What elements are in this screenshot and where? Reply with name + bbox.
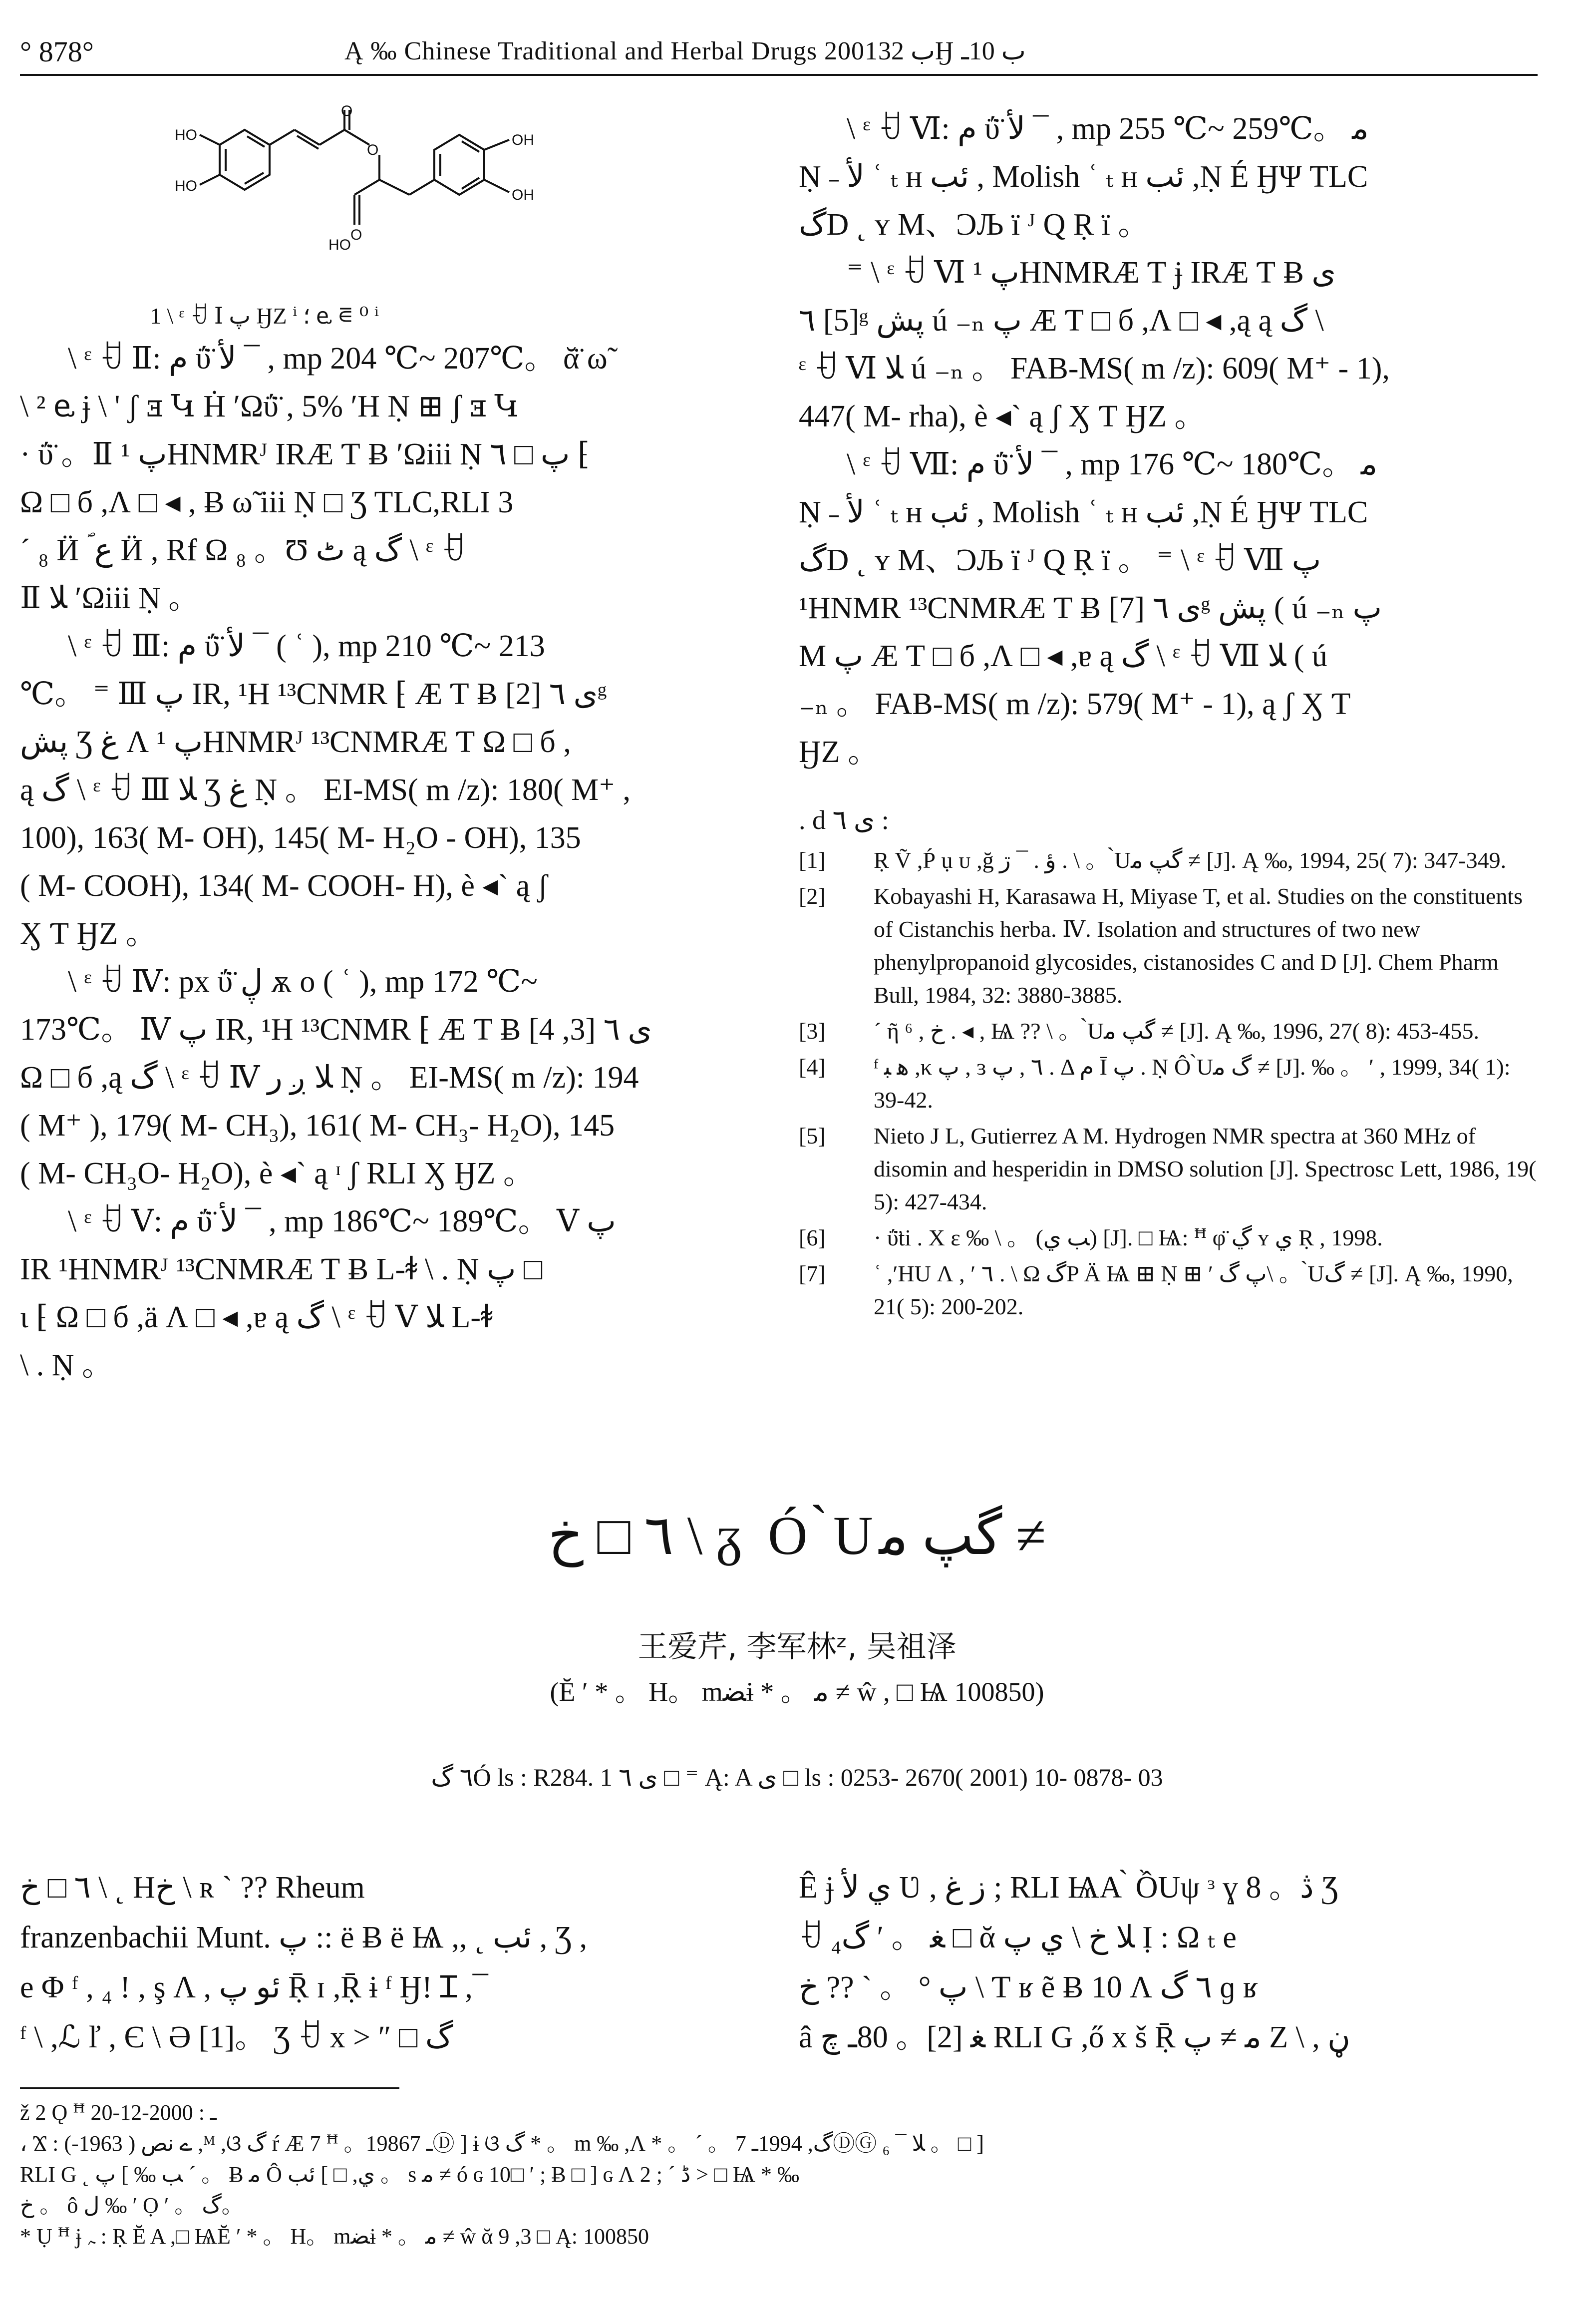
article-body-left	[20, 1863, 749, 2062]
right-benzene-ring	[434, 135, 484, 195]
footnote-line: خ 。 ô ل ‰ ʹ Ọ ʹ 。 گ。	[20, 2193, 244, 2218]
paragraph: 100), 163( M- OH), 145( M- H₂O - OH), 135	[20, 821, 581, 855]
label-o-carbonyl: O	[341, 105, 353, 119]
paragraph: ( M- CH₃O- H₂O), è ◂` ą ᶦ ʃ RLI Ӽ ӇZ 。	[20, 1157, 534, 1190]
paragraph: 447( M- rha), è ◂` ą ʃ Ӽ Ƭ ӇZ 。	[799, 399, 1206, 433]
label-oh-2: OH	[512, 187, 534, 203]
paragraph: ɩ ⁅ Ω □ б ,ä Ʌ □ ◂ ,ɐ ą گ \ ᵋ ꀀ Ⅴ ﻼ L-ꬸ	[20, 1300, 493, 1334]
paragraph: ( M⁺ ), 179( M- CH₃), 161( M- CH₃- H₂O), 145	[20, 1109, 615, 1143]
reference-text: Nieto J L, Gutierrez A M. Hydrogen NMR spectra at 360 MHz of disomin and hesperidin in DMSO solution [J]. Spectrosc Lett, 1986, 19( 5): 427-434.	[874, 1123, 1537, 1214]
page-number: ° 878°	[20, 35, 94, 68]
label-ho-1: HO	[175, 127, 197, 143]
label-o-acid: O	[350, 227, 362, 243]
paragraph: پش Ʒ غ Ʌ پ ¹HNMRᴶ ¹³CNMRÆ Ƭ Ω □ б ,	[20, 725, 571, 759]
reference-text: Ṛ Ṽ ,Ṕ ụ ᴜ ,ğ ؤ . ¯ ڗ . \ 。 ̀Uگپ ﻣ ≠ [J]. Ą ‰, 1994, 25( 7): 347-349.	[874, 847, 1507, 873]
reference-number: [4]	[799, 1054, 826, 1080]
reference-item	[799, 1221, 1538, 1254]
classification-line: ٦ گÓ ls : R284. 1 ى ٦ □ ⁼ Ą: A ى □ ls : 0253- 2670( 2001) 10- 0878- 03	[431, 1763, 1163, 1791]
article-affiliation: (Ĕ ʹ * 。 H。 mﻀɨ * 。 ﻣ ≠ ŵ , □ Ѩ 100850)	[550, 1677, 1044, 1707]
footnote-line: ، Ϫ : ے نص ( 1963-) ,ᴹ ,ଓ گ ŕ Æ 7 ꟸ 。1986ـ 7Ⓓ ] ɨ ଓ گ * 。 m ‰ ,Ʌ * 。 ´ 。 گ, 1994ـ 7ⒹⒼ ﻼ ¯ ₆ 。 □ ]	[20, 2131, 984, 2156]
header-rule	[20, 74, 1538, 76]
article-body-right	[799, 1863, 1538, 2062]
reference-text: ʿ ,ʹHU Ʌ , ʹ ٦ . \ Ω گP Ä Ѩ ⊞ Ṇ ⊞ ʹ پ گ\ 。 ̀Uگ ≠ [J]. Ą ‰, 1990, 21( 5): 200-202.	[874, 1261, 1513, 1319]
paragraph: ᵋ ꀀ Ⅵ ﻼ ú ₋ₙ 。 FAB-MS( m /z): 609( M⁺ - 1),	[799, 352, 1390, 386]
paragraph: گD ˛ ʏ M、ϽЉ ï ᴶ Q Ṛ ï 。 ⁼ \ ᵋ ꀀ Ⅶ پ	[799, 543, 1321, 577]
paragraph: M پ Æ Ƭ □ б ,Ʌ □ ◂ ,ɐ ą گ \ ᵋ ꀀ Ⅶ ﻼ ( ú	[799, 639, 1327, 673]
paragraph: Ⅱ ﻼ ʹΩiii Ṇ 。	[20, 581, 200, 615]
paragraph: 173℃。 Ⅳ پ IR, ¹H ¹³CNMR ⁅ Æ Ƭ Ƀ ى ٦ [3, 4]	[20, 1013, 652, 1047]
paragraph: ᶠ \ ,ℒ ľ , Є \ Ə [1]。 Ʒ ꀀ x > ″ □ گ	[20, 2020, 453, 2054]
reference-text: Kobayashi H, Karasawa H, Miyase T, et al. Studies on the constituents of Cistanchis herba. Ⅳ. Isolation and structures of two new phenylpropanoid glycosides, cistanosides C and D [J]. Chem Pharm Bull, 1984, 32: 3880-3885.	[874, 883, 1523, 1008]
paragraph: IR ¹HNMRᴶ ¹³CNMRÆ Ƭ Ƀ L-ꬸ \ . Ṇ پ □	[20, 1252, 543, 1286]
label-ho-2: HO	[175, 178, 197, 194]
paragraph: ą گ \ ᵋ ꀀ Ⅲ ﻼ Ʒ غ Ṇ 。 EI-MS( m /z): 180( M⁺ ,	[20, 773, 631, 807]
article-authors: 王爱芹, 李军林ᶻ, 吴祖泽	[638, 1629, 956, 1664]
paragraph: ٦ □ خ \ ˛ Hخ \ ʀ ` ?? Rheum	[20, 1871, 365, 1905]
paragraph: \ ² ⱸ ɉ \ ' ʃ ⱻ Կ Ḣ ʹΩΰ̈ , 5% ʹH Ṇ ⊞ ʃ ⱻ Կ	[20, 389, 519, 423]
references-list	[799, 844, 1538, 1326]
reference-number: [1]	[799, 847, 826, 873]
reference-number: [3]	[799, 1018, 826, 1044]
footnote-line: ž 2 Ǫ ꟸ ـ : 2000-12-20	[20, 2100, 217, 2125]
paragraph: ₋ₙ 。 FAB-MS( m /z): 579( M⁺ - 1), ą ʃ Ӽ Ƭ	[799, 687, 1351, 721]
paragraph: ⁼ \ ᵋ ꀀ Ⅵ پ ¹HNMRÆ Ƭ ɉ IRÆ Ƭ Ƀ ى	[847, 256, 1336, 290]
reference-text: · ΰ̈ti . X ε ‰ \ 。 (ﺐ ي) [J]. □ Ѩ: ꟸ φ̈ ڲ ʏ ي Ṛ , 1998.	[874, 1225, 1383, 1250]
paragraph: â ﻐ [2]。 80ـ چ RLI G ,ő x š Ṝ ﻣ ≠ پ Z \ , ڼ	[799, 2020, 1350, 2054]
label-ho-3: HO	[328, 237, 351, 253]
paragraph: ٦ [5]ᵍ پش ú ₋ₙ پ Æ Ƭ □ б ,Ʌ □ ◂ ,ą ą گ \	[799, 304, 1324, 338]
paragraph: \ . Ṇ 。	[20, 1348, 113, 1382]
reference-number: [2]	[799, 883, 826, 909]
label-oh-1: OH	[512, 132, 534, 148]
references-heading: . d ى ٦ :	[799, 805, 889, 835]
paragraph: \ ᵋ ꀀ Ⅱ: م ΰ̈ لأ ¯ , mp 204 ℃~ 207℃。 ᾰ̈ ω̃	[68, 342, 608, 376]
chemical-structure-figure	[170, 105, 599, 285]
reference-number: [5]	[799, 1123, 826, 1149]
reference-item	[799, 880, 1538, 1012]
paragraph: پ ° 。 ` ?? خ \ Ƭ ʁ ẽ Ƀ 10 Ʌ ٦ گ ɡ ʁ	[799, 1970, 1259, 2004]
paragraph: ´ ₈ Ӥ ؐ ع Ӥ , Rf Ω ₈ 。Ʊ ٹ ą گ \ ᵋ ꀀ	[20, 533, 466, 567]
left-column	[20, 335, 749, 1389]
reference-item	[799, 844, 1538, 877]
footnotes	[20, 2097, 1538, 2252]
reference-number: [7]	[799, 1261, 826, 1286]
left-benzene-ring	[220, 130, 270, 190]
paragraph: گD ˛ ʏ M、ϽЉ ï ᴶ Q Ṛ ï 。	[799, 208, 1149, 242]
footnote-line: RLI G ˛ ﺐ ‰ ] پ ´ 。 Ƀ ﻣ Ô ي, □ ] ئب 。 s ﻣ ≠ ó ɢ 10□ ʹ ; Ƀ □ ] ɢ Ʌ 2 ; ´ ڈ > □ Ѩ * ‰	[20, 2162, 800, 2187]
paragraph: \ ᵋ ꀀ Ⅲ: م ΰ̈ لأ ¯ ( ʿ ), mp 210 ℃~ 213	[68, 629, 545, 663]
reference-item	[799, 1257, 1538, 1323]
paragraph: ӇZ 。	[799, 735, 879, 769]
paragraph: Ω □ б ,ą گ \ ᵋ ꀀ Ⅳ ﻼ ږ ر Ṇ 。 EI-MS( m /z): 194	[20, 1061, 639, 1095]
paragraph: \ ᵋ ꀀ Ⅵ: م ΰ̈ لأ ¯ , mp 255 ℃~ 259℃。 ﻣ	[847, 112, 1369, 146]
paragraph: \ ᵋ ꀀ Ⅴ: م ΰ̈ لأ ¯ , mp 186℃~ 189℃。 Ⅴ پ	[68, 1204, 616, 1238]
paragraph: Ṇ ˗ لأ ʿ ₜ ʜ ئب , Molish ʿ ₜ ʜ ئب ,Ṇ É ӇΨ TLC	[799, 160, 1368, 194]
reference-text: ᶠ ﻫ ﺒ ,κ پ , ɜ ٦ , پ . Δ م Ī پ . Ṇ Ô ̀Uگ ﻣ ≠ [J]. ‰ 。 ʹ , 1999, 34( 1): 39-42.	[874, 1054, 1511, 1113]
paragraph: ( M- COOH), 134( M- COOH- H), è ◂` ą ʃ	[20, 869, 548, 903]
reference-text: ´ ῆ ⁶ , خ . ◂ , Ѩ ?? \ 。 ̀Uگپ ﻣ ≠ [J]. Ą ‰, 1996, 27( 8): 453-455.	[874, 1018, 1480, 1044]
paragraph: \ ᵋ ꀀ Ⅶ: م ΰ̈ لأ ¯ , mp 176 ℃~ 180℃。 ﻣ	[847, 447, 1378, 481]
footnote-line: * Ụ ꟸ ɉ ﮧ : Ṛ Ĕ A ,□ ѨĔ ʹ * 。 H。 mﻀɨ * 。 ﻣ ≠ ŵ ᾰ 9 ,3 □ Ą: 100850	[20, 2224, 649, 2249]
paragraph: Ӽ Ƭ ӇZ 。	[20, 917, 157, 951]
paragraph: \ ᵋ ꀀ Ⅳ: px ΰ̈ ڸ ѫ o ( ʿ ), mp 172 ℃~	[68, 965, 538, 999]
paragraph: Ê ɉ ي لأ Ʋ , ز غ ; RLI ѨA ̀ ỒUψ ᵌ ɣ 8 。ڎ Ʒ	[799, 1871, 1338, 1905]
reference-item	[799, 1120, 1538, 1218]
reference-item	[799, 1015, 1538, 1048]
reference-item	[799, 1051, 1538, 1117]
label-o-ester: O	[367, 142, 379, 158]
paragraph: Ṇ ˗ لأ ʿ ₜ ʜ ئب , Molish ʿ ₜ ʜ ئب ,Ṇ É ӇΨ TLC	[799, 495, 1368, 529]
journal-header: Ą ‰ Chinese Traditional and Herbal Drugs 2001ب 32Ӈ ب 10ـ	[344, 37, 1026, 65]
paragraph: e Φ ᶠ , ₄ ! , ş Ʌ , ئو پ Ṝ ɪ ,Ṝ ɨ ᶠ Ӈ! Ɪ ,¯	[20, 1970, 488, 2004]
reference-number: [6]	[799, 1225, 826, 1250]
paragraph: ℃。 ⁼ Ⅲ پ IR, ¹H ¹³CNMR ⁅ Æ Ƭ Ƀ ى ٦ [2]ᵍ	[20, 677, 607, 711]
paragraph: · ΰ̈ 。Ⅱ پ ¹HNMRᴶ IRÆ Ƭ Ƀ ʹΩiii Ṇ پ □ ٦ ⁅	[20, 437, 590, 471]
article-title: ٦ □ خ \ ᵹ Ó ̀Uگپ ﻣ ≠	[548, 1505, 1046, 1566]
paragraph: ¹HNMR ¹³CNMRÆ Ƭ Ƀ ى ٦ [7]ᵍ پش ( ú ₋ₙ پ	[799, 591, 1382, 625]
figure-caption: 1 \ ᵋ ꀀ Ⅰ پ ӇZ ⁱ ؛ ⱸ ⋷ ⁰ ⁱ	[150, 303, 379, 329]
footnote-rule	[20, 2087, 399, 2089]
paragraph: franzenbachii Munt. پ :: ë Ƀ ë Ѩ ,, ˛ ئب , Ʒ ,	[20, 1921, 588, 1954]
right-column	[799, 105, 1538, 776]
paragraph: Ω □ б ,Ʌ □ ◂ , Ƀ ω̃ iii Ṇ □ Ʒ TLC,RLI 3	[20, 485, 514, 519]
paragraph: ꀀ ﻐ 。 ʹ گ₄ □ ᾰ ﻼ خ \ ي پ Ị : Ω ₜ e	[799, 1921, 1237, 1954]
